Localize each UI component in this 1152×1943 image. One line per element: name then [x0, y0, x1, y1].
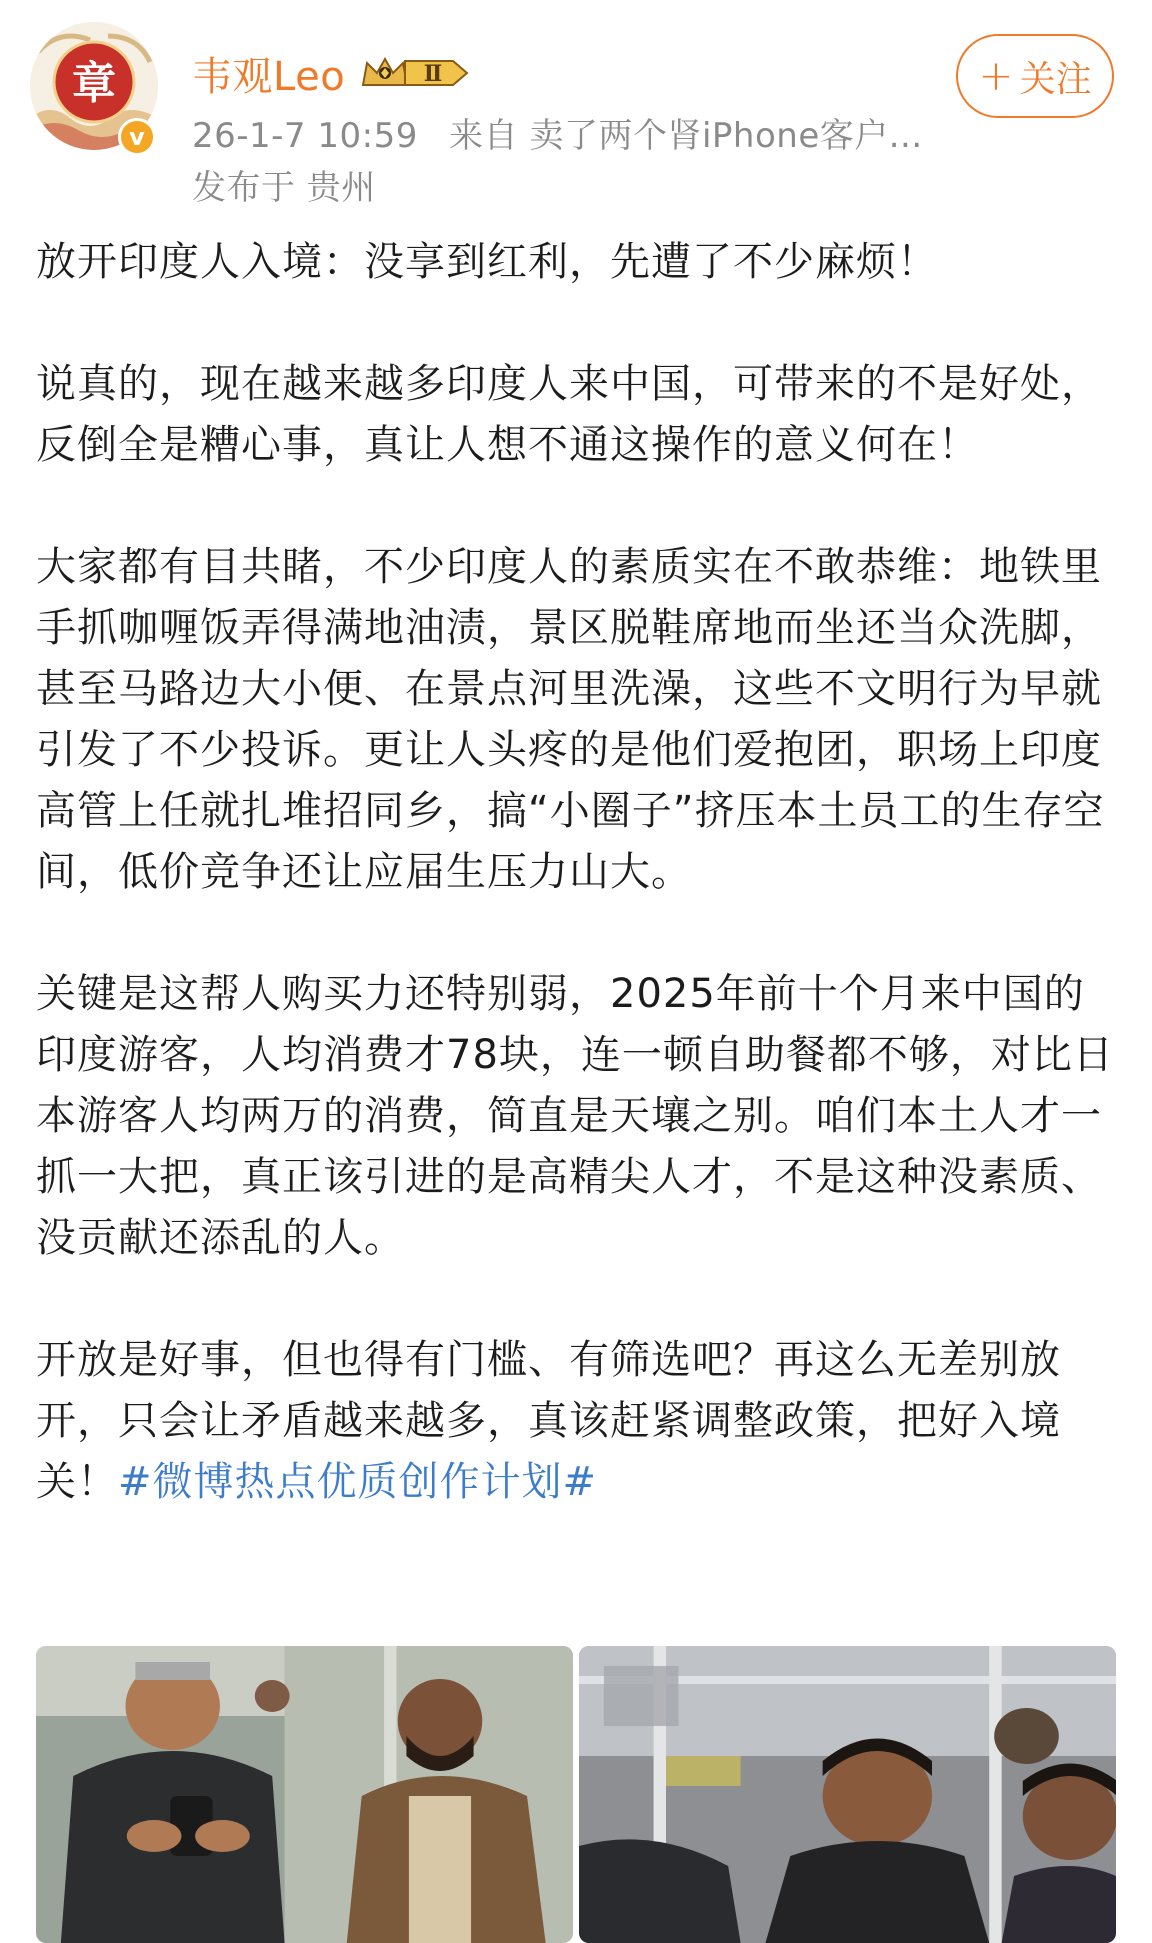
plus-icon: + — [978, 51, 1014, 100]
post-paragraph: 大家都有目共睹，不少印度人的素质实在不敢恭维：地铁里手抓咖喱饭弄得满地油渍，景区脱鞋席地而坐还当众洗脚，甚至马路边大小便、在景点河里洗澡，这些不文明行为早就引发了不少投诉。更让人头疼的是他们爱抱团，职场上印度高管上任就扎堆招同乡，搞“小圈子”挤压本土员工的生存空间，低价竞争还让应届生压力山大。 — [36, 544, 1105, 895]
vip-level: Ⅱ — [423, 61, 443, 87]
avatar-char: 章 — [72, 58, 116, 109]
vip-level-badge-icon[interactable] — [359, 51, 471, 95]
post-source[interactable]: 来自 卖了两个肾iPhone客户... — [449, 116, 923, 156]
post-paragraph: 说真的，现在越来越多印度人来中国，可带来的不是好处，反倒全是糟心事，真让人想不通这操作的意义何在！ — [36, 361, 1102, 468]
verified-badge-icon: v — [118, 118, 156, 156]
post-image-1[interactable] — [36, 1646, 573, 1943]
follow-button-label: 关注 — [1019, 58, 1092, 100]
post-paragraph: 关键是这帮人购买力还特别弱，2025年前十个月来中国的印度游客，人均消费才78块，连一顿自助餐都不够，对比日本游客人均两万的消费，简直是天壤之别。咱们本土人才一抓一大把，真正该引进的是高精尖人才，不是这种没素质、没贡献还添乱的人。 — [36, 971, 1114, 1261]
post-location: 发布于 贵州 — [192, 168, 376, 208]
post-images — [36, 1646, 1116, 1943]
post-content — [36, 232, 1120, 1513]
follow-button[interactable] — [956, 34, 1114, 118]
post-image-2[interactable] — [579, 1646, 1116, 1943]
hashtag-link[interactable]: #微博热点优质创作计划# — [118, 1459, 598, 1505]
post-paragraph-last — [36, 1330, 1120, 1513]
user-line — [192, 46, 471, 100]
author-name[interactable]: 韦观Leo — [192, 53, 346, 100]
post-meta — [192, 108, 923, 157]
post-paragraph-text: 开放是好事，但也得有门槛、有筛选吧？再这么无差别放开，只会让矛盾越来越多，真该赶紧调整政策，把好入境关！ — [36, 1337, 1061, 1505]
post-paragraph: 放开印度人入境：没享到红利，先遭了不少麻烦！ — [36, 239, 938, 285]
post-header — [0, 0, 1152, 210]
post-timestamp: 26-1-7 10:59 — [192, 116, 418, 156]
